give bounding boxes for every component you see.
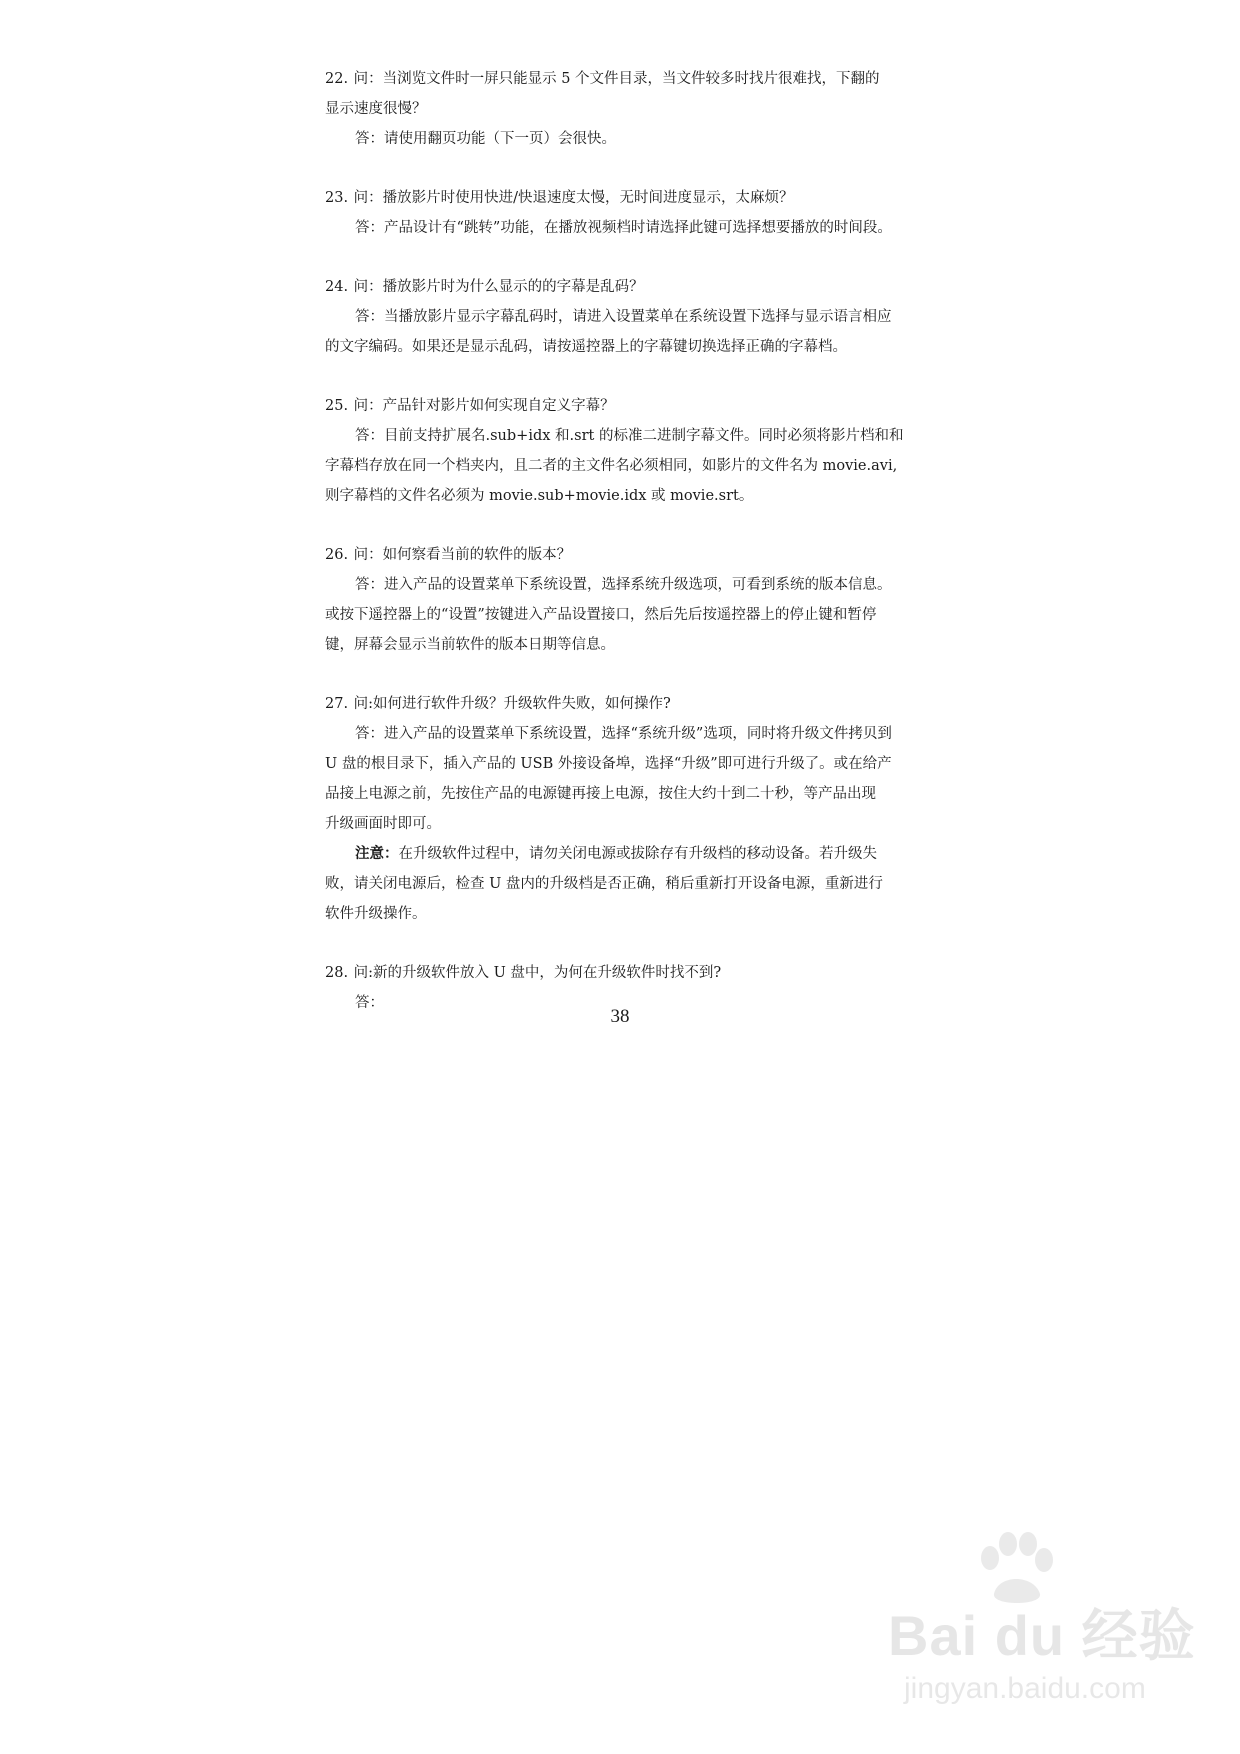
- note-line: 败，请关闭电源后，检查 U 盘内的升级档是否正确，稍后重新打开设备电源，重新进行: [325, 876, 883, 892]
- qa-item-24: [325, 272, 925, 362]
- question-text: 问：产品针对影片如何实现自定义字幕？: [353, 398, 615, 414]
- note-line: 软件升级操作。: [325, 906, 427, 922]
- question-line: [325, 958, 925, 988]
- answer-line: 答：: [355, 995, 384, 1011]
- answer-line: 答：进入产品的设置菜单下系统设置，选择系统升级选项，可看到系统的版本信息。: [355, 577, 892, 593]
- watermark-url: jingyan.baidu.com: [904, 1672, 1146, 1705]
- question-text: 问：播放影片时为什么显示的的字幕是乱码？: [353, 279, 644, 295]
- question-line: [325, 391, 925, 421]
- page-content: [325, 64, 925, 1018]
- qa-item-25: [325, 391, 925, 511]
- qa-item-26: [325, 540, 925, 660]
- note-label: 注意：: [355, 845, 399, 862]
- question-text: 问：如何察看当前的软件的版本？: [353, 547, 572, 563]
- item-number: 25.: [325, 398, 349, 414]
- watermark-brand: Bai du 经验: [888, 1604, 1196, 1667]
- page-number: 38: [610, 1006, 630, 1027]
- question-text: 问:新的升级软件放入 U 盘中，为何在升级软件时找不到?: [353, 965, 722, 981]
- qa-item-23: [325, 183, 925, 243]
- item-number: 24.: [325, 279, 349, 295]
- answer-line: 键，屏幕会显示当前软件的版本日期等信息。: [325, 637, 615, 653]
- answer-line: 的文字编码。如果还是显示乱码，请按遥控器上的字幕键切换选择正确的字幕档。: [325, 339, 847, 355]
- qa-item-22: [325, 64, 925, 154]
- answer-line: 升级画面时即可。: [325, 816, 441, 832]
- item-number: 23.: [325, 190, 349, 206]
- answer-line: 或按下遥控器上的“设置”按键进入产品设置接口，然后先后按遥控器上的停止键和暂停: [325, 607, 877, 623]
- answer-line: 字幕档存放在同一个档夹内，且二者的主文件名必须相同，如影片的文件名为 movie.avi,: [325, 458, 898, 474]
- answer-line: 答：请使用翻页功能（下一页）会很快。: [355, 131, 616, 147]
- note-text: 在升级软件过程中，请勿关闭电源或拔除存有升级档的移动设备。若升级失: [398, 846, 877, 862]
- qa-item-27: [325, 689, 925, 929]
- note-line: [325, 839, 925, 869]
- item-number: 22.: [325, 71, 349, 87]
- answer-line: 品接上电源之前，先按住产品的电源键再接上电源，按住大约十到二十秒，等产品出现: [325, 786, 876, 802]
- answer-line: 答：当播放影片显示字幕乱码时，请进入设置菜单在系统设置下选择与显示语言相应: [355, 309, 892, 325]
- answer-line: 答：进入产品的设置菜单下系统设置，选择“系统升级”选项，同时将升级文件拷贝到: [355, 726, 892, 742]
- item-number: 26.: [325, 547, 349, 563]
- question-line: [325, 64, 925, 94]
- answer-line: U 盘的根目录下，插入产品的 USB 外接设备埠，选择“升级”即可进行升级了。或在给产: [325, 756, 892, 772]
- answer-line: 答：目前支持扩展名.sub+idx 和.srt 的标准二进制字幕文件。同时必须将影片档和和: [355, 428, 904, 444]
- question-line: [325, 540, 925, 570]
- item-number: 28.: [325, 965, 349, 981]
- question-line: [325, 689, 925, 719]
- question-text: 问:如何进行软件升级？升级软件失败，如何操作?: [353, 696, 671, 712]
- question-text: 问：当浏览文件时一屏只能显示 5 个文件目录，当文件较多时找片很难找，下翻的: [353, 71, 880, 87]
- item-number: 27.: [325, 696, 349, 712]
- question-line: [325, 272, 925, 302]
- answer-line: 则字幕档的文件名必须为 movie.sub+movie.idx 或 movie.srt。: [325, 488, 754, 504]
- question-line: [325, 183, 925, 213]
- question-continuation: 显示速度很慢？: [325, 101, 427, 117]
- answer-line: 答：产品设计有“跳转”功能，在播放视频档时请选择此键可选择想要播放的时间段。: [355, 220, 892, 236]
- baidu-jingyan-watermark: [880, 1530, 1200, 1720]
- question-text: 问：播放影片时使用快进/快退速度太慢，无时间进度显示，太麻烦？: [353, 190, 794, 206]
